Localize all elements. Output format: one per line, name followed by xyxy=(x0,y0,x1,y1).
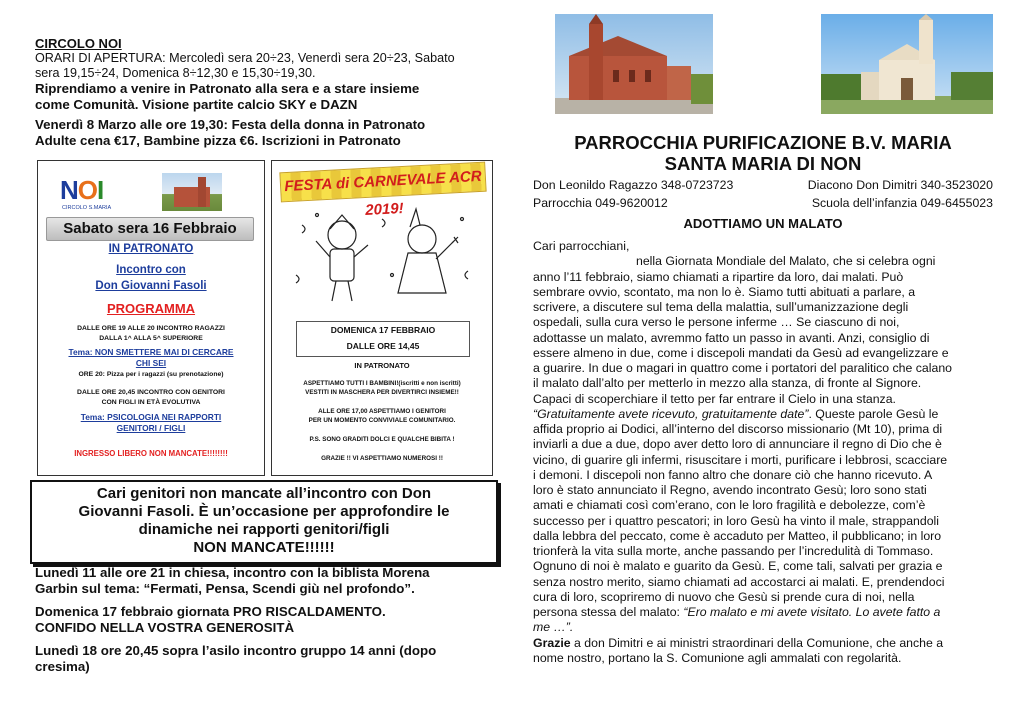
letter-line: nome nostro, portano la S. Comunione agli ammalati con regolarità. xyxy=(533,650,902,665)
flyer1-prog-line-1: DALLE ORE 19 ALLE 20 INCONTRO RAGAZZI xyxy=(77,325,225,332)
letter-line: dalla lebbra del peccato, come è accaduto per Matteo, il pubblicano; in loro xyxy=(533,528,942,543)
flyer1-tema-1b: CHI SEI xyxy=(135,358,167,368)
notice-line-2: Giovanni Fasoli. È un’occasione per approfondire le xyxy=(78,503,450,520)
carnevale-text-2: VESTITI IN MASCHERA PER DIVERTIRCI INSIEME!! xyxy=(305,389,459,396)
letter-line: vicino, di guarire gli infermi, risuscitare i morti, purificare i lebbrosi, scacciare xyxy=(533,452,948,467)
letter-line: a guarire. In due o magari in quattro come i portatori del paralitico che calano xyxy=(533,361,953,375)
festa-donna-line-2: Adulte cena €17, Bambine pizza €6. Iscrizioni in Patronato xyxy=(35,133,401,148)
letter-line: essere almeno in due, come i discepoli mandati da Gesù ad evangelizzare e xyxy=(533,345,949,360)
carnevale-text-4: PER UN MOMENTO CONVIVIALE COMUNITARIO. xyxy=(308,417,456,424)
notice-line-4: NON MANCATE!!!!!! xyxy=(193,539,335,556)
carnevale-banner: FESTA di CARNEVALE ACR 2019! xyxy=(279,162,486,203)
festa-donna-line-1: Venerdì 8 Marzo alle ore 19,30: Festa della donna in Patronato xyxy=(35,117,426,132)
contact-diacono: Diacono Don Dimitri 340-3523020 xyxy=(807,178,993,192)
flyer1-prog-line-2: DALLA 1^ ALLA 5^ SUPERIORE xyxy=(99,335,203,342)
church-thumbnail-image xyxy=(162,173,222,211)
flyer1-tema-1a: Tema: NON SMETTERE MAI DI CERCARE xyxy=(68,347,234,357)
letter-line: anno l’11 febbraio, siamo chiamati a ripartire da loro, dai malati. Può xyxy=(533,269,904,284)
carnevale-text-6: GRAZIE !! VI ASPETTIAMO NUMEROSI !! xyxy=(321,455,443,462)
letter-line: affida proprio ai Dodici, all’interno del discorso missionario (Mt 10), prima di xyxy=(533,422,943,436)
genitori-notice-box xyxy=(30,480,498,564)
circolo-title: CIRCOLO NOI xyxy=(35,36,122,51)
carnevale-date-1: DOMENICA 17 FEBBRAIO xyxy=(330,325,436,335)
letter-line: successo per i quattro pescatori; in loro Gesù ha vinto il male, strappandoli xyxy=(533,513,940,528)
parish-title xyxy=(533,132,993,174)
carnevale-in-patronato: IN PATRONATO xyxy=(354,361,410,370)
church-photo-2 xyxy=(821,14,993,114)
letter-line: inviarli a due a due, dopo aver detto loro di annunciare il regno di Dio che è xyxy=(533,437,942,452)
left-column xyxy=(35,36,491,149)
contacts xyxy=(533,176,993,212)
carnevale-date-box xyxy=(296,321,470,357)
noi-logo: NOI xyxy=(60,175,104,205)
letter-line: me …”. xyxy=(533,620,574,635)
letter-line: loro è stato annunciato il Regno, avendo incontrato Gesù; loro sono stati xyxy=(533,483,927,497)
letter-line: Cari parrocchiani, xyxy=(533,239,630,253)
opening-hours-line-2: sera 19,15÷24, Domenica 8÷12,30 e 15,30÷19,30. xyxy=(35,66,316,80)
parish-title-line-2: SANTA MARIA DI NON xyxy=(664,153,862,174)
letter-line: adottasse un malato, avremmo fatto un passo in avanti. Anzi, consiglio di xyxy=(533,330,930,345)
letter-line: Ognuno di noi è malato e guarito da Gesù. E, come tali, salvati per grazia e xyxy=(533,559,943,574)
flyer1-prog-line-4: DALLE ORE 20,45 INCONTRO CON GENITORI xyxy=(77,389,225,396)
letter-line: cura di loro, scopriremo di nuovo che Gesù si prende cura di noi, nella xyxy=(533,589,915,604)
article-body xyxy=(533,239,993,666)
letter-line: Capaci di scoperchiare il tetto per far entrare il Cielo in una stanza. xyxy=(533,391,896,406)
notice-line-3: dinamiche nei rapporti genitori/figli xyxy=(138,521,390,538)
contact-parrocchia: Parrocchia 049-9620012 xyxy=(533,196,668,210)
letter-line: persona stessa del malato: “Ero malato e mi avete visitato. Lo avete fatto a xyxy=(533,605,941,619)
letter-line: amati e chiamati così com’erano, con le loro fragilità e debolezze, com’è xyxy=(533,498,926,513)
flyer1-prog-line-5: CON FIGLI IN ETÀ EVOLUTIVA xyxy=(101,399,201,406)
letter-line: il malato dall’alto per metterlo in mezzo alla stanza, di fronte al Signore. xyxy=(533,376,922,391)
flyer1-incontro: Incontro con xyxy=(116,264,186,276)
letter-line: i demoni. I discepoli non fanno altro che donare ciò che hanno ricevuto. A xyxy=(533,467,933,482)
flyer-carnevale xyxy=(271,160,493,476)
letter-line: scrivere, a discutere sul tema della malattia, sull’umanizzazione degli xyxy=(533,300,909,314)
letter-line: senza nostro merito, siamo chiamati ad accostarci ai malati. E, prendendoci xyxy=(533,574,945,589)
church-photo-1 xyxy=(555,14,713,114)
riprendiamo-line-1: Riprendiamo a venire in Patronato alla sera e a stare insieme xyxy=(35,81,420,96)
carnevale-text-1: ASPETTIAMO TUTTI I BAMBINI!(iscritti e non iscritti) xyxy=(303,380,461,387)
parish-title-line-1: PARROCCHIA PURIFICAZIONE B.V. MARIA xyxy=(574,132,952,153)
article-heading: ADOTTIAMO UN MALATO xyxy=(683,216,843,231)
flyers-area xyxy=(35,160,491,476)
letter-line: trionferà la vita sulla morte, anche passando per l’incredulità di Tommaso. xyxy=(533,544,934,558)
bottom-announcements xyxy=(35,565,491,682)
letter-line: ospedali, sulla cura verso le persone inferme … Se ciascuno di noi, xyxy=(533,315,900,330)
announcement-lunedi-18: Lunedì 18 ore 20,45 sopra l’asilo incontro gruppo 14 anni (dopo cresima) xyxy=(35,643,437,674)
letter-line: Grazie a don Dimitri e ai ministri straordinari della Comunione, che anche a xyxy=(533,635,944,650)
flyer1-don-fasoli: Don Giovanni Fasoli xyxy=(95,280,207,292)
carnevale-text-5: P.S. SONO GRADITI DOLCI E QUALCHE BIBITA ! xyxy=(309,436,455,443)
letter-line: nella Giornata Mondiale del Malato, che si celebra ogni xyxy=(636,254,936,269)
letter-line: sembrare ovvio, scontato, ma non lo è. Siamo tutti abituati a parlare, a xyxy=(533,284,916,299)
announcement-lunedi-11: Lunedì 11 alle ore 21 in chiesa, incontro con la biblista Morena Garbin sul tema: “Fermati, Pensa, Scendi giù nel profondo”. xyxy=(35,565,430,596)
carnevale-date-2: DALLE ORE 14,45 xyxy=(346,341,420,351)
flyer1-prog-line-3: ORE 20: Pizza per i ragazzi (su prenotazione) xyxy=(78,371,224,378)
contact-parroco: Don Leonildo Ragazzo 348-0723723 xyxy=(533,178,734,192)
flyer1-ingresso: INGRESSO LIBERO NON MANCATE!!!!!!!! xyxy=(74,449,228,458)
flyer1-tema-2a: Tema: PSICOLOGIA NEI RAPPORTI xyxy=(80,412,222,422)
letter-line: “Gratuitamente avete ricevuto, gratuitamente date”. Queste parole Gesù le xyxy=(533,406,939,421)
flyer1-programma: PROGRAMMA xyxy=(106,301,196,316)
flyer1-tema-2b: GENITORI / FIGLI xyxy=(116,423,186,433)
notice-line-1: Cari genitori non mancate all’incontro con Don xyxy=(96,485,432,502)
children-drawing-image xyxy=(282,205,482,305)
contact-scuola: Scuola dell’infanzia 049-6455023 xyxy=(811,196,993,210)
announcement-domenica-17: Domenica 17 febbraio giornata PRO RISCALDAMENTO. CONFIDO NELLA VOSTRA GENEROSITÀ xyxy=(35,604,386,635)
opening-hours-line-1: ORARI DI APERTURA: Mercoledì sera 20÷23, Venerdì sera 20÷23, Sabato xyxy=(35,51,455,65)
flyer1-in-patronato: IN PATRONATO xyxy=(108,243,194,255)
riprendiamo-line-2: come Comunità. Visione partite calcio SKY e DAZN xyxy=(35,97,358,112)
flyer1-date: Sabato sera 16 Febbraio xyxy=(46,217,254,241)
flyer-incontro-fasoli xyxy=(37,160,265,476)
noi-logo-subtitle: CIRCOLO S.MARIA xyxy=(62,205,112,211)
carnevale-text-3: ALLE ORE 17,00 ASPETTIAMO I GENITORI xyxy=(318,408,446,415)
